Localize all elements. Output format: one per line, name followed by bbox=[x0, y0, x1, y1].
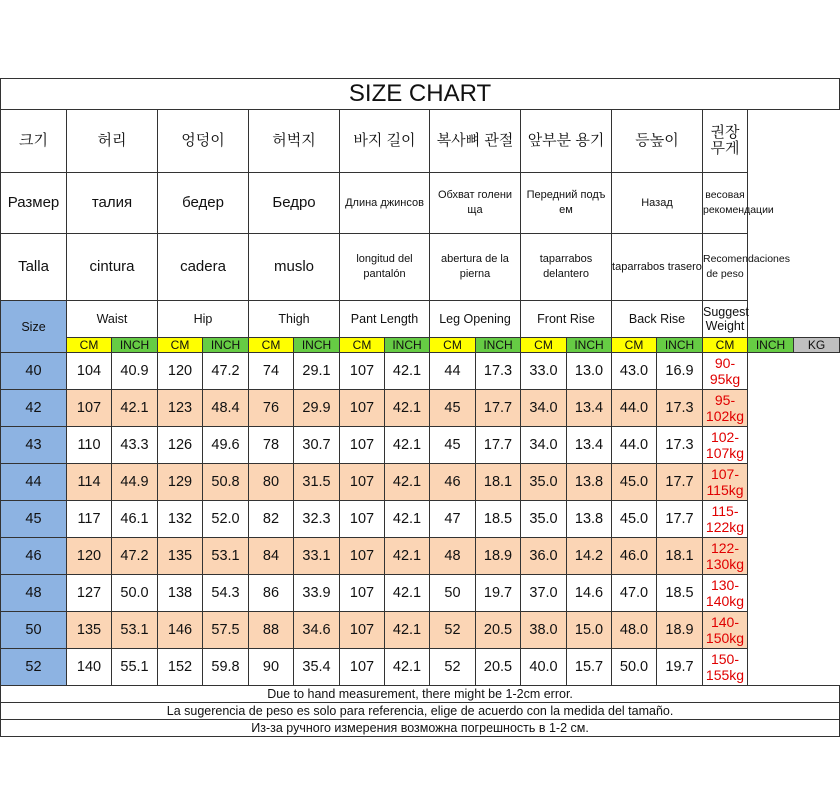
table-row bbox=[1, 612, 840, 649]
header-spanish-hip: cadera bbox=[158, 234, 249, 301]
spanish-header-row bbox=[1, 234, 840, 301]
back-rise-cm-cell: 44.0 bbox=[612, 427, 657, 464]
back-rise-inch-cell: 18.1 bbox=[657, 538, 703, 575]
unit-inch-label: INCH bbox=[203, 338, 249, 353]
back-rise-inch-cell: 17.3 bbox=[657, 427, 703, 464]
unit-inch-label: INCH bbox=[567, 338, 612, 353]
back-rise-cm-cell: 47.0 bbox=[612, 575, 657, 612]
suggest-weight-cell: 140-150kg bbox=[703, 612, 748, 649]
waist-inch-cell: 42.1 bbox=[112, 390, 158, 427]
header-russian-waist: талия bbox=[67, 173, 158, 234]
table-row bbox=[1, 353, 840, 390]
header-russian-size: Размер bbox=[1, 173, 67, 234]
unit-cm-label: CM bbox=[612, 338, 657, 353]
waist-cm-cell: 117 bbox=[67, 501, 112, 538]
table-row bbox=[1, 575, 840, 612]
hip-cm-cell: 152 bbox=[158, 649, 203, 686]
size-cell: 50 bbox=[1, 612, 67, 649]
unit-inch-label: INCH bbox=[476, 338, 521, 353]
back-rise-inch-cell: 17.7 bbox=[657, 501, 703, 538]
thigh-cm-cell: 76 bbox=[249, 390, 294, 427]
pant-length-inch-cell: 42.1 bbox=[385, 464, 430, 501]
size-cell: 52 bbox=[1, 649, 67, 686]
header-english-waist: Waist bbox=[67, 301, 158, 338]
size-cell: 43 bbox=[1, 427, 67, 464]
leg-opening-cm-cell: 52 bbox=[430, 649, 476, 686]
leg-opening-cm-cell: 46 bbox=[430, 464, 476, 501]
pant-length-cm-cell: 107 bbox=[340, 353, 385, 390]
unit-cm-label: CM bbox=[158, 338, 203, 353]
unit-inch-label: INCH bbox=[748, 338, 794, 353]
pant-length-inch-cell: 42.1 bbox=[385, 575, 430, 612]
back-rise-cm-cell: 45.0 bbox=[612, 501, 657, 538]
pant-length-cm-cell: 107 bbox=[340, 427, 385, 464]
back-rise-cm-cell: 46.0 bbox=[612, 538, 657, 575]
table-row bbox=[1, 464, 840, 501]
waist-cm-cell: 104 bbox=[67, 353, 112, 390]
size-cell: 46 bbox=[1, 538, 67, 575]
front-rise-inch-cell: 13.4 bbox=[567, 390, 612, 427]
thigh-cm-cell: 78 bbox=[249, 427, 294, 464]
waist-cm-cell: 135 bbox=[67, 612, 112, 649]
thigh-cm-cell: 84 bbox=[249, 538, 294, 575]
header-korean-size: 크기 bbox=[1, 110, 67, 173]
header-spanish-pant-length: longitud del pantalón bbox=[340, 234, 430, 301]
header-korean-waist: 허리 bbox=[67, 110, 158, 173]
hip-cm-cell: 126 bbox=[158, 427, 203, 464]
back-rise-cm-cell: 43.0 bbox=[612, 353, 657, 390]
waist-cm-cell: 127 bbox=[67, 575, 112, 612]
back-rise-inch-cell: 17.7 bbox=[657, 464, 703, 501]
back-rise-cm-cell: 50.0 bbox=[612, 649, 657, 686]
leg-opening-inch-cell: 17.7 bbox=[476, 427, 521, 464]
leg-opening-inch-cell: 17.7 bbox=[476, 390, 521, 427]
front-rise-inch-cell: 13.8 bbox=[567, 501, 612, 538]
header-russian-thigh: Бедро bbox=[249, 173, 340, 234]
english-header-row bbox=[1, 301, 840, 338]
waist-cm-cell: 140 bbox=[67, 649, 112, 686]
front-rise-inch-cell: 15.0 bbox=[567, 612, 612, 649]
thigh-inch-cell: 33.9 bbox=[294, 575, 340, 612]
leg-opening-inch-cell: 18.5 bbox=[476, 501, 521, 538]
unit-inch-label: INCH bbox=[657, 338, 703, 353]
header-english-hip: Hip bbox=[158, 301, 249, 338]
leg-opening-cm-cell: 52 bbox=[430, 612, 476, 649]
suggest-weight-cell: 95-102kg bbox=[703, 390, 748, 427]
suggest-weight-cell: 107-115kg bbox=[703, 464, 748, 501]
front-rise-cm-cell: 40.0 bbox=[521, 649, 567, 686]
hip-cm-cell: 120 bbox=[158, 353, 203, 390]
back-rise-cm-cell: 44.0 bbox=[612, 390, 657, 427]
thigh-inch-cell: 30.7 bbox=[294, 427, 340, 464]
size-cell: 42 bbox=[1, 390, 67, 427]
front-rise-cm-cell: 35.0 bbox=[521, 464, 567, 501]
waist-inch-cell: 44.9 bbox=[112, 464, 158, 501]
header-korean-pant-length: 바지 길이 bbox=[340, 110, 430, 173]
hip-cm-cell: 132 bbox=[158, 501, 203, 538]
suggest-weight-cell: 102-107kg bbox=[703, 427, 748, 464]
hip-cm-cell: 129 bbox=[158, 464, 203, 501]
suggest-weight-cell: 130-140kg bbox=[703, 575, 748, 612]
header-russian-leg-opening: Обхват голени ща bbox=[430, 173, 521, 234]
suggest-weight-cell: 150-155kg bbox=[703, 649, 748, 686]
unit-cm-label: CM bbox=[703, 338, 748, 353]
leg-opening-inch-cell: 20.5 bbox=[476, 649, 521, 686]
header-english-thigh: Thigh bbox=[249, 301, 340, 338]
thigh-inch-cell: 29.1 bbox=[294, 353, 340, 390]
note-measurement-error: Due to hand measurement, there might be 1-2cm error. bbox=[1, 686, 840, 703]
header-spanish-size: Talla bbox=[1, 234, 67, 301]
header-english-back-rise: Back Rise bbox=[612, 301, 703, 338]
header-korean-back-rise: 등높이 bbox=[612, 110, 703, 173]
leg-opening-inch-cell: 20.5 bbox=[476, 612, 521, 649]
leg-opening-inch-cell: 17.3 bbox=[476, 353, 521, 390]
leg-opening-inch-cell: 18.9 bbox=[476, 538, 521, 575]
waist-inch-cell: 43.3 bbox=[112, 427, 158, 464]
front-rise-cm-cell: 38.0 bbox=[521, 612, 567, 649]
hip-cm-cell: 146 bbox=[158, 612, 203, 649]
hip-inch-cell: 59.8 bbox=[203, 649, 249, 686]
table-row bbox=[1, 427, 840, 464]
hip-inch-cell: 47.2 bbox=[203, 353, 249, 390]
header-spanish-waist: cintura bbox=[67, 234, 158, 301]
table-row bbox=[1, 538, 840, 575]
waist-inch-cell: 46.1 bbox=[112, 501, 158, 538]
hip-inch-cell: 52.0 bbox=[203, 501, 249, 538]
leg-opening-inch-cell: 18.1 bbox=[476, 464, 521, 501]
hip-inch-cell: 57.5 bbox=[203, 612, 249, 649]
thigh-cm-cell: 88 bbox=[249, 612, 294, 649]
leg-opening-cm-cell: 44 bbox=[430, 353, 476, 390]
pant-length-inch-cell: 42.1 bbox=[385, 612, 430, 649]
waist-inch-cell: 47.2 bbox=[112, 538, 158, 575]
back-rise-cm-cell: 45.0 bbox=[612, 464, 657, 501]
waist-cm-cell: 110 bbox=[67, 427, 112, 464]
thigh-cm-cell: 74 bbox=[249, 353, 294, 390]
front-rise-cm-cell: 33.0 bbox=[521, 353, 567, 390]
header-english-weight: Suggest Weight bbox=[703, 301, 748, 338]
leg-opening-cm-cell: 50 bbox=[430, 575, 476, 612]
pant-length-inch-cell: 42.1 bbox=[385, 390, 430, 427]
header-english-pant-length: Pant Length bbox=[340, 301, 430, 338]
header-korean-front-rise: 앞부분 용기 bbox=[521, 110, 612, 173]
header-english-size: Size bbox=[1, 301, 67, 353]
thigh-inch-cell: 31.5 bbox=[294, 464, 340, 501]
unit-header-row bbox=[1, 338, 840, 353]
thigh-inch-cell: 33.1 bbox=[294, 538, 340, 575]
pant-length-cm-cell: 107 bbox=[340, 390, 385, 427]
pant-length-inch-cell: 42.1 bbox=[385, 501, 430, 538]
thigh-cm-cell: 80 bbox=[249, 464, 294, 501]
header-korean-weight: 권장 무게 bbox=[703, 110, 748, 173]
unit-cm-label: CM bbox=[340, 338, 385, 353]
chart-title: SIZE CHART bbox=[1, 79, 840, 110]
back-rise-inch-cell: 16.9 bbox=[657, 353, 703, 390]
thigh-cm-cell: 90 bbox=[249, 649, 294, 686]
suggest-weight-cell: 115-122kg bbox=[703, 501, 748, 538]
unit-cm-label: CM bbox=[67, 338, 112, 353]
hip-inch-cell: 50.8 bbox=[203, 464, 249, 501]
header-korean-leg-opening: 복사뼈 관절 bbox=[430, 110, 521, 173]
unit-cm-label: CM bbox=[430, 338, 476, 353]
note-weight-reference: La sugerencia de peso es solo para referencia, elige de acuerdo con la medida del tamaño. bbox=[1, 703, 840, 720]
back-rise-inch-cell: 18.9 bbox=[657, 612, 703, 649]
unit-inch-label: INCH bbox=[112, 338, 158, 353]
waist-cm-cell: 114 bbox=[67, 464, 112, 501]
pant-length-inch-cell: 42.1 bbox=[385, 353, 430, 390]
leg-opening-cm-cell: 47 bbox=[430, 501, 476, 538]
header-russian-back-rise: Назад bbox=[612, 173, 703, 234]
table-row bbox=[1, 501, 840, 538]
front-rise-inch-cell: 14.6 bbox=[567, 575, 612, 612]
unit-inch-label: INCH bbox=[385, 338, 430, 353]
table-row bbox=[1, 390, 840, 427]
front-rise-cm-cell: 35.0 bbox=[521, 501, 567, 538]
header-korean-thigh: 허벅지 bbox=[249, 110, 340, 173]
header-spanish-thigh: muslo bbox=[249, 234, 340, 301]
pant-length-cm-cell: 107 bbox=[340, 575, 385, 612]
thigh-inch-cell: 34.6 bbox=[294, 612, 340, 649]
header-russian-weight: весовая рекомендации bbox=[703, 173, 748, 234]
leg-opening-cm-cell: 45 bbox=[430, 390, 476, 427]
front-rise-cm-cell: 34.0 bbox=[521, 390, 567, 427]
header-russian-hip: бедер bbox=[158, 173, 249, 234]
hip-cm-cell: 135 bbox=[158, 538, 203, 575]
waist-inch-cell: 50.0 bbox=[112, 575, 158, 612]
hip-inch-cell: 49.6 bbox=[203, 427, 249, 464]
pant-length-cm-cell: 107 bbox=[340, 649, 385, 686]
front-rise-inch-cell: 14.2 bbox=[567, 538, 612, 575]
waist-cm-cell: 107 bbox=[67, 390, 112, 427]
header-spanish-back-rise: taparrabos trasero bbox=[612, 234, 703, 301]
header-russian-front-rise: Передний подъ ем bbox=[521, 173, 612, 234]
front-rise-cm-cell: 34.0 bbox=[521, 427, 567, 464]
size-data-body bbox=[1, 353, 840, 686]
waist-cm-cell: 120 bbox=[67, 538, 112, 575]
note-russian-error: Из-за ручного измерения возможна погрешность в 1-2 см. bbox=[1, 720, 840, 737]
leg-opening-cm-cell: 45 bbox=[430, 427, 476, 464]
front-rise-inch-cell: 13.4 bbox=[567, 427, 612, 464]
pant-length-cm-cell: 107 bbox=[340, 464, 385, 501]
hip-inch-cell: 54.3 bbox=[203, 575, 249, 612]
unit-cm-label: CM bbox=[521, 338, 567, 353]
pant-length-cm-cell: 107 bbox=[340, 538, 385, 575]
pant-length-inch-cell: 42.1 bbox=[385, 427, 430, 464]
thigh-inch-cell: 32.3 bbox=[294, 501, 340, 538]
pant-length-cm-cell: 107 bbox=[340, 501, 385, 538]
hip-inch-cell: 48.4 bbox=[203, 390, 249, 427]
front-rise-cm-cell: 37.0 bbox=[521, 575, 567, 612]
front-rise-inch-cell: 13.0 bbox=[567, 353, 612, 390]
back-rise-cm-cell: 48.0 bbox=[612, 612, 657, 649]
front-rise-inch-cell: 13.8 bbox=[567, 464, 612, 501]
thigh-cm-cell: 82 bbox=[249, 501, 294, 538]
back-rise-inch-cell: 17.3 bbox=[657, 390, 703, 427]
unit-cm-label: CM bbox=[249, 338, 294, 353]
hip-cm-cell: 138 bbox=[158, 575, 203, 612]
russian-header-row bbox=[1, 173, 840, 234]
header-spanish-weight: Recomendaciones de peso bbox=[703, 234, 748, 301]
korean-header-row bbox=[1, 110, 840, 173]
header-korean-hip: 엉덩이 bbox=[158, 110, 249, 173]
table-row bbox=[1, 649, 840, 686]
waist-inch-cell: 55.1 bbox=[112, 649, 158, 686]
header-english-front-rise: Front Rise bbox=[521, 301, 612, 338]
header-spanish-leg-opening: abertura de la pierna bbox=[430, 234, 521, 301]
size-chart-table bbox=[0, 78, 840, 737]
size-cell: 40 bbox=[1, 353, 67, 390]
header-spanish-front-rise: taparrabos delantero bbox=[521, 234, 612, 301]
suggest-weight-cell: 122-130kg bbox=[703, 538, 748, 575]
header-russian-pant-length: Длина джинсов bbox=[340, 173, 430, 234]
hip-cm-cell: 123 bbox=[158, 390, 203, 427]
back-rise-inch-cell: 19.7 bbox=[657, 649, 703, 686]
size-cell: 45 bbox=[1, 501, 67, 538]
leg-opening-inch-cell: 19.7 bbox=[476, 575, 521, 612]
waist-inch-cell: 40.9 bbox=[112, 353, 158, 390]
pant-length-inch-cell: 42.1 bbox=[385, 538, 430, 575]
size-cell: 48 bbox=[1, 575, 67, 612]
waist-inch-cell: 53.1 bbox=[112, 612, 158, 649]
hip-inch-cell: 53.1 bbox=[203, 538, 249, 575]
suggest-weight-cell: 90-95kg bbox=[703, 353, 748, 390]
thigh-cm-cell: 86 bbox=[249, 575, 294, 612]
thigh-inch-cell: 35.4 bbox=[294, 649, 340, 686]
pant-length-cm-cell: 107 bbox=[340, 612, 385, 649]
back-rise-inch-cell: 18.5 bbox=[657, 575, 703, 612]
unit-kg-label: KG bbox=[794, 338, 840, 353]
size-cell: 44 bbox=[1, 464, 67, 501]
leg-opening-cm-cell: 48 bbox=[430, 538, 476, 575]
header-english-leg-opening: Leg Opening bbox=[430, 301, 521, 338]
pant-length-inch-cell: 42.1 bbox=[385, 649, 430, 686]
front-rise-cm-cell: 36.0 bbox=[521, 538, 567, 575]
thigh-inch-cell: 29.9 bbox=[294, 390, 340, 427]
unit-inch-label: INCH bbox=[294, 338, 340, 353]
front-rise-inch-cell: 15.7 bbox=[567, 649, 612, 686]
